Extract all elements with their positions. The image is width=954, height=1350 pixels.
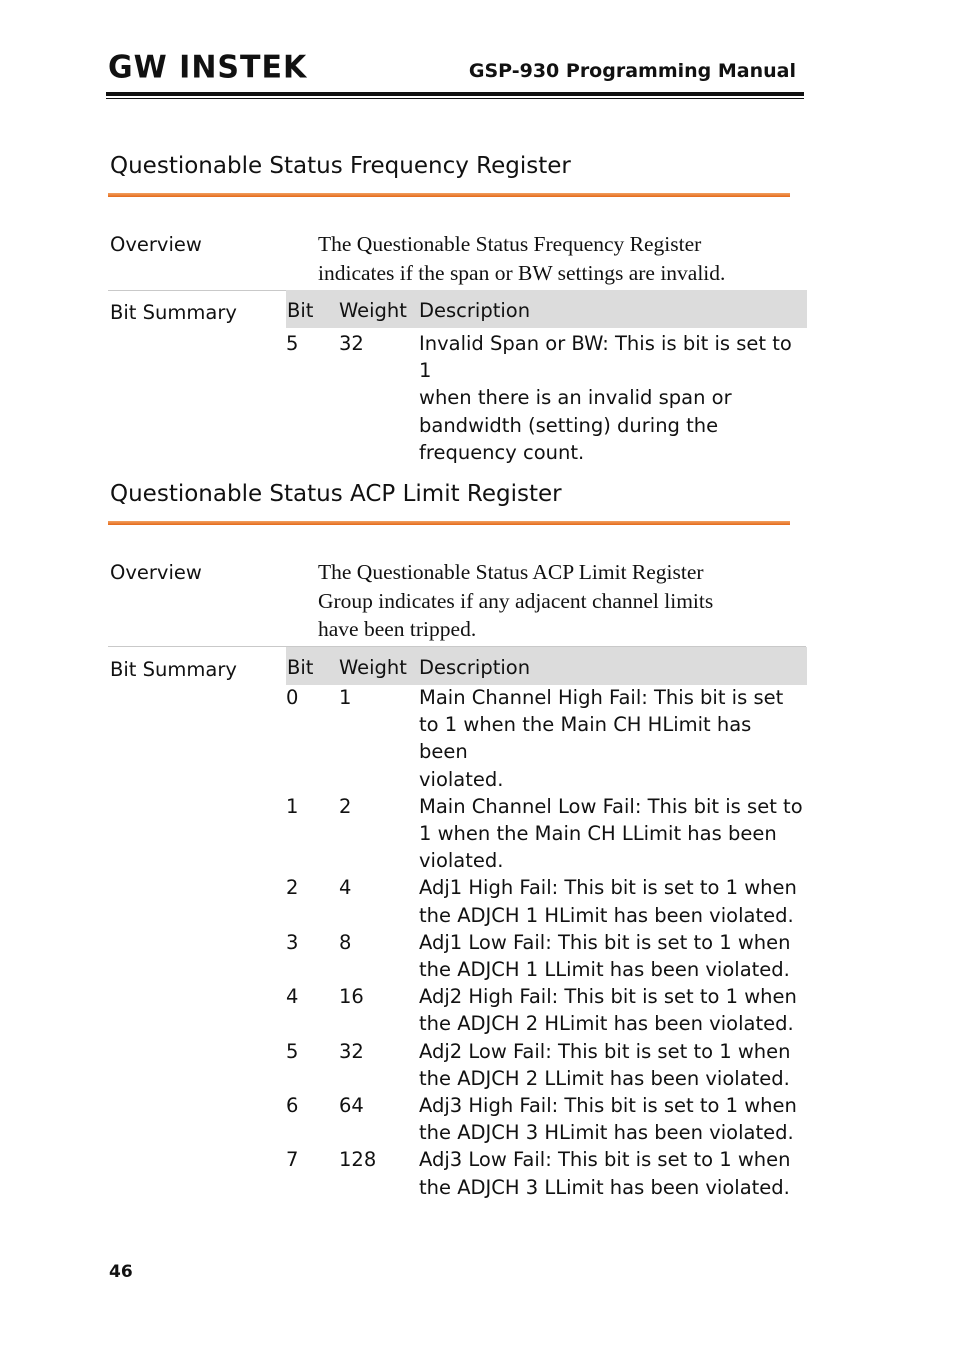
- weight-value: 128: [339, 1148, 377, 1172]
- description: [419, 1092, 804, 1146]
- table-row: [286, 1092, 807, 1146]
- overview-label: Overview: [110, 561, 202, 584]
- page-number: 46: [109, 1262, 133, 1282]
- header-rule: [106, 92, 804, 96]
- description-line: the ADJCH 2 HLimit has been violated.: [419, 1012, 794, 1036]
- weight-value: 4: [339, 876, 352, 900]
- description-line: bandwidth (setting) during the: [419, 413, 719, 437]
- description-line: when there is an invalid span or: [419, 386, 732, 410]
- bit-summary-label: Bit Summary: [110, 658, 237, 681]
- overview-text: [318, 230, 798, 287]
- description: [419, 874, 804, 928]
- overview-line: Group indicates if any adjacent channel limits: [318, 588, 714, 613]
- section-heading-acp-limit-register: Questionable Status ACP Limit Register: [110, 481, 562, 507]
- table-row: [286, 874, 807, 928]
- column-header-weight: Weight: [339, 299, 407, 322]
- description: [419, 1146, 804, 1200]
- bit-value: 3: [286, 930, 299, 954]
- table-row: [286, 929, 807, 983]
- description-line: Main Channel Low Fail: This bit is set to: [419, 794, 803, 818]
- header-rule-thin: [106, 98, 804, 99]
- table-row: [286, 330, 807, 466]
- weight-value: 32: [339, 1039, 364, 1063]
- section-heading-frequency-register: Questionable Status Frequency Register: [110, 153, 571, 179]
- description-line: Adj3 High Fail: This bit is set to 1 when: [419, 1094, 797, 1118]
- column-header-description: Description: [419, 299, 531, 322]
- bit-value: 0: [286, 686, 299, 709]
- description-line: Adj1 Low Fail: This bit is set to 1 when: [419, 930, 791, 954]
- brand-logo: GW INSTEK: [108, 49, 308, 86]
- table-row: [286, 793, 807, 875]
- description: [419, 983, 804, 1037]
- table-row: [286, 1038, 807, 1092]
- bit-value: 6: [286, 1094, 299, 1118]
- description-line: to 1 when the Main CH HLimit has been: [419, 713, 752, 764]
- overview-line: The Questionable Status ACP Limit Register: [318, 560, 704, 584]
- description-line: Adj2 Low Fail: This bit is set to 1 when: [419, 1039, 791, 1063]
- weight-value: 16: [339, 985, 364, 1009]
- overview-label: Overview: [110, 233, 202, 256]
- table-header: [286, 290, 807, 328]
- description: [419, 1038, 804, 1092]
- bit-summary-table: [286, 647, 807, 1201]
- section-rule: [108, 193, 790, 197]
- table-header: [286, 647, 807, 685]
- bit-value: 1: [286, 794, 299, 818]
- column-header-bit: Bit: [287, 656, 314, 679]
- weight-value: 64: [339, 1094, 364, 1118]
- description: [419, 793, 804, 875]
- column-header-weight: Weight: [339, 656, 407, 679]
- description-line: frequency count.: [419, 440, 585, 464]
- weight-value: 2: [339, 794, 352, 818]
- description-line: violated.: [419, 767, 504, 791]
- bit-value: 2: [286, 876, 299, 900]
- table-row: [286, 983, 807, 1037]
- bit-value: 5: [286, 332, 299, 355]
- column-header-description: Description: [419, 656, 531, 679]
- description: [419, 684, 804, 793]
- description-line: Main Channel High Fail: This bit is set: [419, 686, 784, 709]
- overview-line: indicates if the span or BW settings are invalid.: [318, 260, 726, 285]
- description-line: the ADJCH 3 HLimit has been violated.: [419, 1121, 794, 1145]
- column-header-bit: Bit: [287, 299, 314, 322]
- bit-summary-label: Bit Summary: [110, 301, 237, 324]
- description-line: the ADJCH 1 LLimit has been violated.: [419, 958, 790, 982]
- table-row: [286, 1146, 807, 1200]
- description-line: violated.: [419, 849, 504, 873]
- description-line: 1 when the Main CH LLimit has been: [419, 822, 777, 846]
- bit-value: 5: [286, 1039, 299, 1063]
- description-line: Adj3 Low Fail: This bit is set to 1 when: [419, 1148, 791, 1172]
- document-title: GSP-930 Programming Manual: [468, 60, 796, 82]
- overview-line: The Questionable Status Frequency Register: [318, 232, 702, 256]
- bit-summary-table: [286, 290, 807, 466]
- description-line: the ADJCH 1 HLimit has been violated.: [419, 903, 794, 927]
- weight-value: 8: [339, 930, 352, 954]
- table-row: [286, 684, 807, 793]
- description-line: Invalid Span or BW: This is bit is set to 1: [419, 332, 792, 383]
- description: [419, 330, 804, 466]
- overview-line: have been tripped.: [318, 617, 477, 641]
- description-line: Adj1 High Fail: This bit is set to 1 when: [419, 876, 797, 900]
- overview-text: [318, 558, 798, 644]
- weight-value: 32: [339, 332, 364, 355]
- description-line: the ADJCH 2 LLimit has been violated.: [419, 1066, 790, 1090]
- section-rule: [108, 521, 790, 525]
- description-line: Adj2 High Fail: This bit is set to 1 when: [419, 985, 797, 1009]
- bit-value: 4: [286, 985, 299, 1009]
- weight-value: 1: [339, 686, 352, 709]
- description-line: the ADJCH 3 LLimit has been violated.: [419, 1175, 790, 1199]
- bit-value: 7: [286, 1148, 299, 1172]
- description: [419, 929, 804, 983]
